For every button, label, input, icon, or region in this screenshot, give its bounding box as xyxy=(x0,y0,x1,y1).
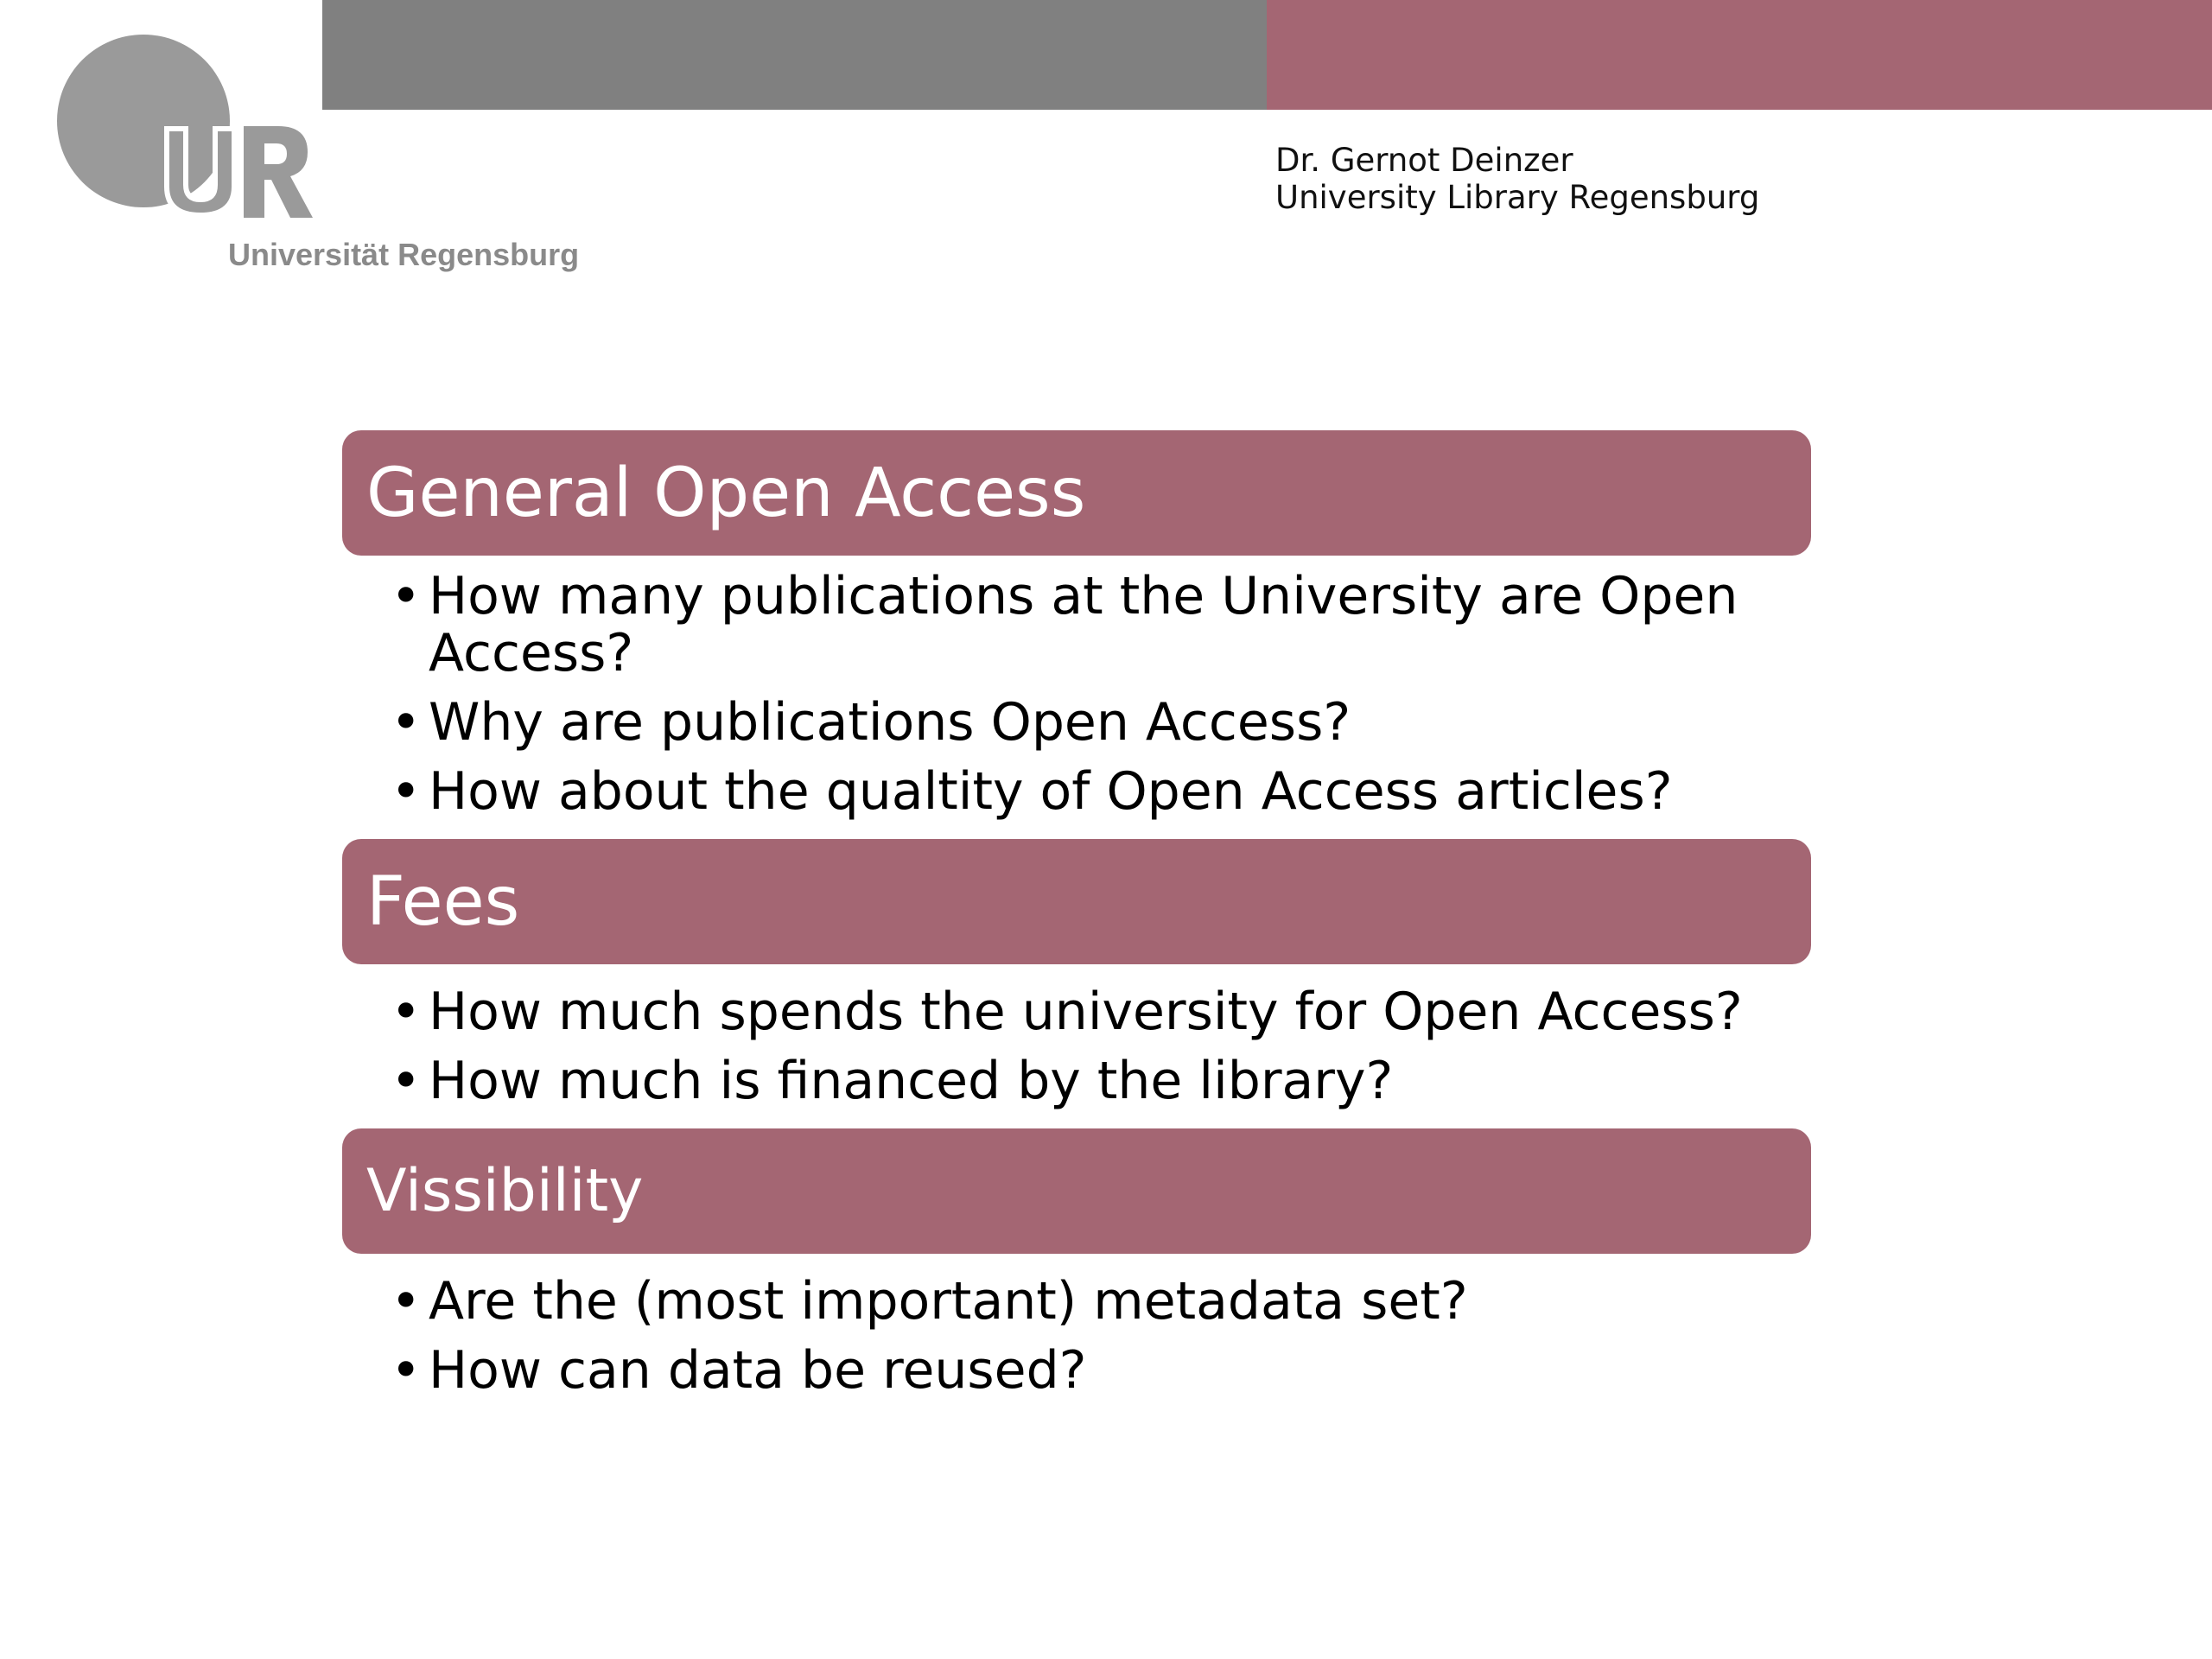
presenter-name: Dr. Gernot Deinzer xyxy=(1275,142,1573,179)
presenter-info xyxy=(1275,142,1759,216)
university-logo xyxy=(52,26,605,285)
presenter-affiliation: University Library Regensburg xyxy=(1275,179,1760,216)
list-item: • How about the qualtity of Open Access articles? xyxy=(391,761,1673,822)
slide-content xyxy=(342,430,1811,1399)
section-header-general-open-access xyxy=(342,430,1811,556)
list-item: • Why are publications Open Access? xyxy=(391,692,1351,753)
section-title: Fees xyxy=(366,862,520,941)
bullet-list-visibility xyxy=(342,1273,1811,1399)
list-item: • How can data be reused? xyxy=(391,1340,1087,1401)
list-item: • How many publications at the University are Open Access? xyxy=(391,566,1738,683)
list-item: • Are the (most important) metadata set? xyxy=(391,1271,1468,1332)
logo-wordmark: Universität Regensburg xyxy=(228,237,580,272)
list-item: • How much is financed by the library? xyxy=(391,1051,1394,1111)
header-bar-rose xyxy=(1267,0,2212,110)
bullet-list-fees xyxy=(342,983,1811,1109)
section-title: General Open Access xyxy=(366,454,1086,532)
list-item: • How much spends the university for Open Access? xyxy=(391,982,1743,1042)
section-title: Vissibility xyxy=(366,1157,644,1225)
section-header-visibility xyxy=(342,1128,1811,1254)
bullet-list-general-open-access xyxy=(342,568,1811,820)
logo-mark-icon xyxy=(52,26,605,233)
section-header-fees xyxy=(342,839,1811,964)
